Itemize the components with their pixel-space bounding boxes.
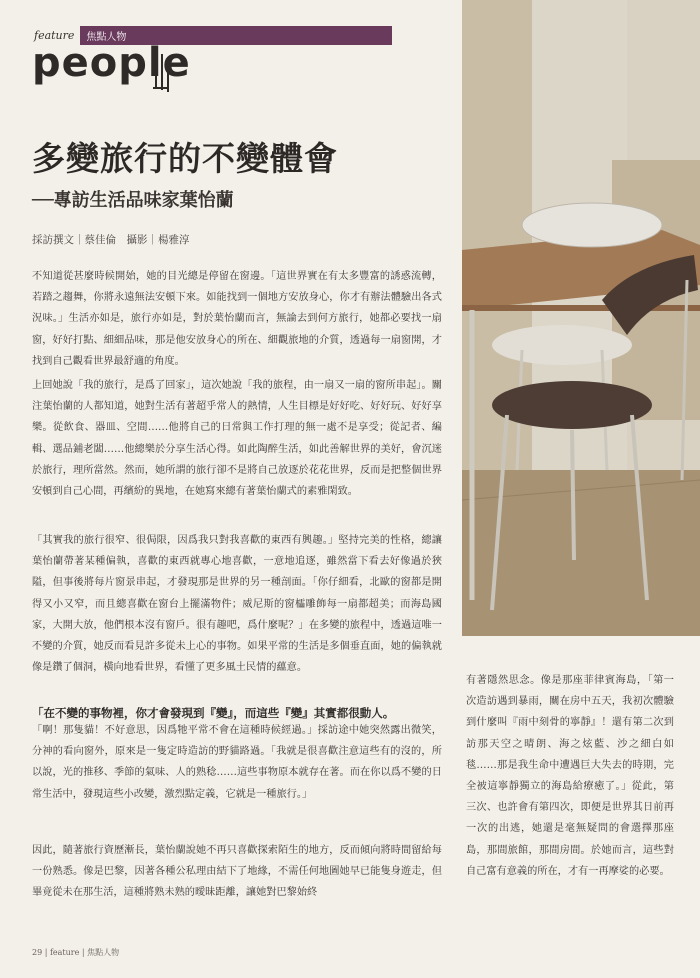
- paragraph-4: 「啊！那隻貓！不好意思，因爲牠平常不會在這種時候經過。」採訪途中她突然露出微笑，分神的看向窗外，原來是一隻定時造訪的野貓路過。「我就是很喜歡注意這些有的沒的，所以說，光的推移、季節的氣味、人的熟稔……這些事物原本就存在著。而在你以爲不變的日常生活中，發現這些小改變，激烈點定義，它就是一種旅行。」: [32, 725, 442, 800]
- paragraph-3: 「其實我的旅行很窄、很侷限，因爲我只對我喜歡的東西有興趣。」堅持完美的性格，總讓葉怡蘭帶著某種偏執，喜歡的東西就專心地喜歡，一意地追逐，雖然當下看去好像過於狹隘，但事後將每片窗景串起，才發現那是世界的另一種剖面。「你仔細看，北歐的窗都是開得又小又窄，而且總喜歡在窗台上擺滿物件；威尼斯的窗櫺雕飾每一扇都超美；而海島國家，大開大放，他們根本沒有窗戶。很有趣吧，爲什麼呢？」在多變的旅程中，透過這唯一不變的介質，她反而看見許多從未上心的事物。如果平常的生活是多個垂直面，她的偏執就像是鑽了個洞，橫向地看世界，看懂了更多風土民情的蘊意。: [32, 535, 442, 674]
- pull-quote: 「在不變的事物裡，你才會發現到『變』，而這些『變』其實都很動人。: [32, 706, 395, 720]
- paragraph-1: 不知道從甚麼時候開始，她的目光總是停留在窗邊。「這世界實在有太多豐富的誘惑流轉，若踏之趨舞，你將永遠無法安頓下來。如能找到一個地方安放身心，你才有辦法體驗出各式況味。」生活亦如是，旅行亦如是，對於葉怡蘭而言，無論去到何方旅行，她都必要找一扇窗，好好打點、細細品味，那是他安放身心的所在、細觀旅地的介質，透過每一扇窗開，才找到自己觀看世界最舒適的角度。: [32, 271, 442, 367]
- paragraph-6: 有著隱然思念。像是那座菲律賓海島，「第一次造訪遇到暴雨，關在房中五天，我初次體驗到什麼叫『雨中刻骨的寧靜』！還有第二次到訪那天空之晴朗、海之炫藍、沙之細白如毯……那是我生命中遭遇巨大失去的時期，完全被這寧靜獨立的海島給療癒了。」從此，第三次、也許會有第四次，即便是世界其日前再一次的出逃，她還是毫無疑問的會選擇那座島，那間旅館，那間房間。於她而言，這些對自己富有意義的所在，才有一再摩娑的必要。: [466, 675, 674, 877]
- chair-photo-drawing: [462, 0, 700, 636]
- feature-label: feature: [34, 29, 75, 42]
- article-subtitle: ──專訪生活品味家葉怡蘭: [32, 190, 234, 211]
- page-footer: 29 | feature | 焦點人物: [32, 948, 120, 957]
- byline: 採訪撰文｜蔡佳倫 攝影｜楊雅淳: [32, 234, 190, 246]
- paragraph-5: 因此，隨著旅行資歷漸長，葉怡蘭說她不再只喜歡探索陌生的地方，反而傾向將時間留給每一份熟悉。像是巴黎，因著各種公私理由結下了地緣，不需任何地圖她早已能隻身遊走，但畢竟從未在那生活，這種將熟未熟的曖昧距離，讓她對巴黎始終: [32, 845, 442, 899]
- paragraph-2: 上回她說「我的旅行，是爲了回家」，這次她說「我的旅程，由一扇又一扇的窗所串起」。關注葉怡蘭的人都知道，她對生活有著超乎常人的熱情，人生目標是好好吃、好好玩、好好享樂。從飲食、器皿、空間……他將自己的日常與工作打理的無一處不是享受；從記者、編輯、選品鋪老闆……他總樂於分享生活心得。如此陶醉生活，如此善解世界的美好，會沉迷於旅行，理所當然。然而，她所謂的旅行卻不是將自己放逐於花花世界，反而是把整個世界安頓到自己心間，再繽紛的異地，在她寫來總有著葉怡蘭式的素雅閑致。: [32, 380, 442, 498]
- section-label-bar: 焦點人物: [80, 26, 392, 45]
- article-title: 多變旅行的不變體會: [32, 139, 338, 178]
- people-heading: people: [32, 40, 191, 86]
- chair-photo: [462, 0, 700, 636]
- people-stripes-decoration: [153, 50, 175, 92]
